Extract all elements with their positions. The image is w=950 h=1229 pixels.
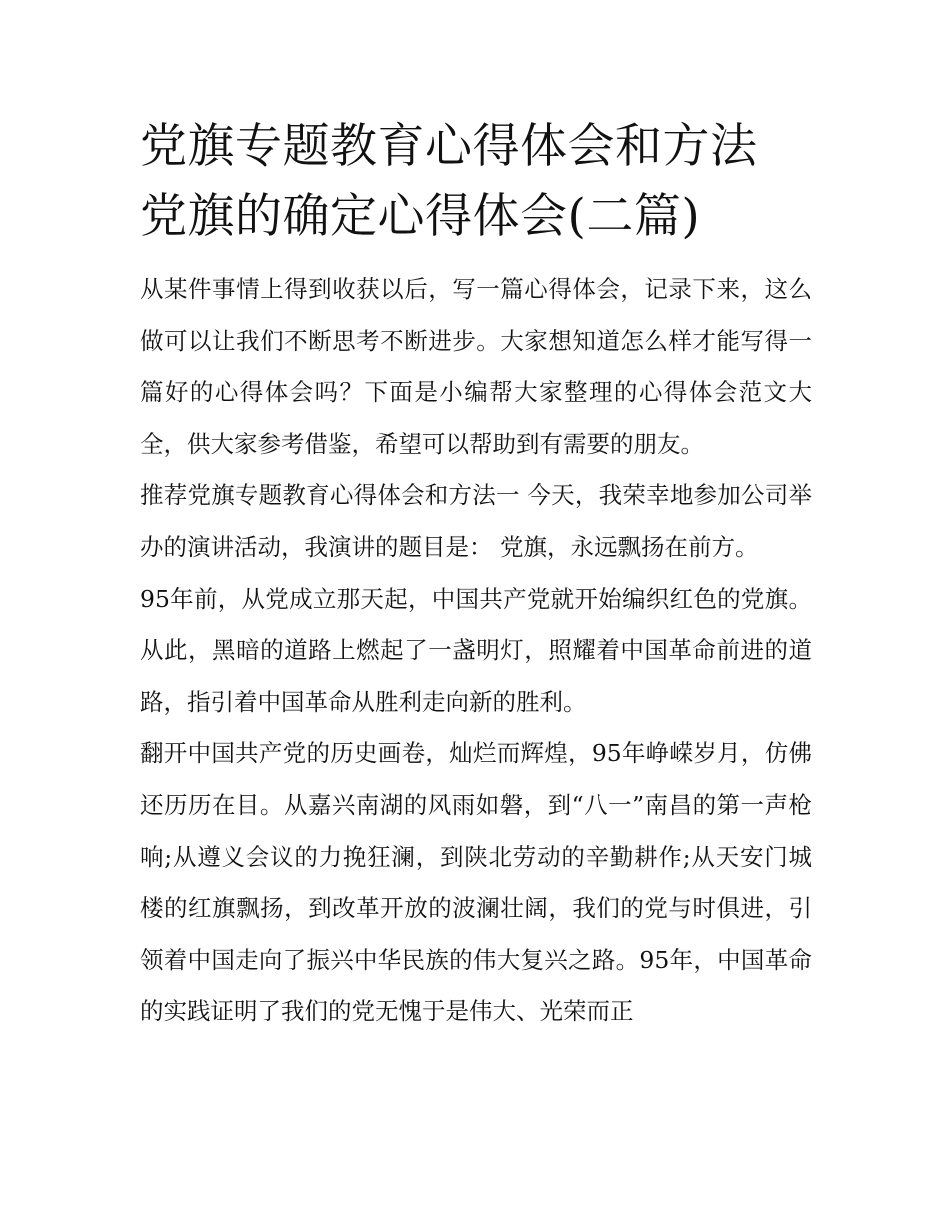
paragraph-review: 翻开中国共产党的历史画卷，灿烂而辉煌，95年峥嵘岁月，仿佛还历历在目。从嘉兴南湖的风雨如磐，到“八一”南昌的第一声枪响;从遵义会议的力挽狂澜，到陕北劳动的辛勤耕作;从天安门城楼的红旗飘扬，到改革开放的波澜壮阔，我们的党与时俱进，引领着中国走向了振兴中华民族的伟大复兴之路。95年，中国革命的实践证明了我们的党无愧于是伟大、光荣而正 bbox=[140, 739, 812, 1026]
document-content bbox=[140, 112, 812, 1038]
paragraph-recommend: 推荐党旗专题教育心得体会和方法一 今天，我荣幸地参加公司举办的演讲活动，我演讲的题目是： 党旗，永远飘扬在前方。 bbox=[140, 481, 812, 561]
title-line-2: 党旗的确定心得体会(二篇) bbox=[140, 189, 701, 244]
paragraph-intro: 从某件事情上得到收获以后，写一篇心得体会，记录下来，这么做可以让我们不断思考不断进步。大家想知道怎么样才能写得一篇好的心得体会吗？下面是小编帮大家整理的心得体会范文大全，供大家参考借鉴，希望可以帮助到有需要的朋友。 bbox=[140, 275, 812, 458]
document-title bbox=[140, 112, 812, 252]
title-line-1: 党旗专题教育心得体会和方法 bbox=[140, 119, 758, 174]
document-body bbox=[140, 264, 812, 1038]
paragraph-history: 95年前，从党成立那天起，中国共产党就开始编织红色的党旗。从此，黑暗的道路上燃起了一盏明灯，照耀着中国革命前进的道路，指引着中国革命从胜利走向新的胜利。 bbox=[140, 584, 812, 716]
